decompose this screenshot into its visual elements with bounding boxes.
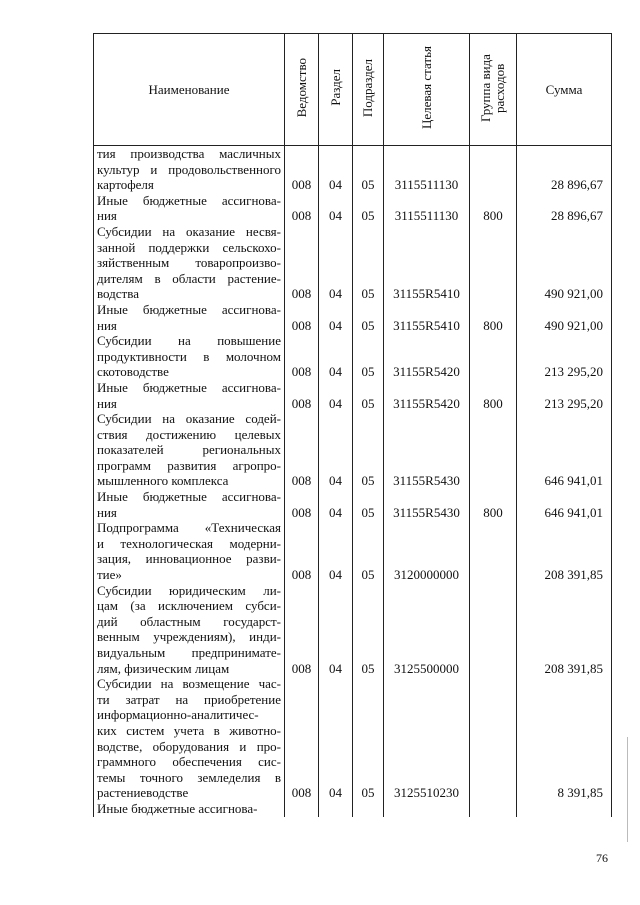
- cell-subsection: 05: [353, 193, 384, 224]
- cell-subsection: 05: [353, 224, 384, 302]
- name-line: Иные бюджетные ассигнова-: [97, 489, 281, 505]
- cell-amount: 8 391,85: [517, 676, 612, 801]
- cell-target: 3125500000: [384, 583, 470, 677]
- cell-section: 04: [319, 489, 353, 520]
- cell-dept: 008: [285, 676, 319, 801]
- cell-subsection: 05: [353, 520, 384, 582]
- cell-section: 04: [319, 380, 353, 411]
- name-line: Субсидии на повышение: [97, 333, 281, 349]
- cell-expense-group: 800: [470, 489, 517, 520]
- cell-expense-group: [470, 676, 517, 801]
- cell-dept: 008: [285, 302, 319, 333]
- cell-expense-group: [470, 146, 517, 193]
- cell-expense-group: [470, 333, 517, 380]
- name-line: ствия достижению целевых: [97, 426, 281, 442]
- cell-expense-group: 800: [470, 193, 517, 224]
- name-line: граммного обеспечения сис-: [97, 754, 281, 770]
- cell-section: [319, 801, 353, 817]
- cell-name: [94, 302, 285, 333]
- table-row: [94, 146, 612, 193]
- name-line: Субсидии на возмещение час-: [97, 676, 281, 692]
- cell-amount: 646 941,01: [517, 489, 612, 520]
- cell-dept: 008: [285, 520, 319, 582]
- table-row: [94, 411, 612, 489]
- cell-dept: 008: [285, 583, 319, 677]
- name-line: Иные бюджетные ассигнова-: [97, 192, 281, 208]
- name-line: ния: [97, 504, 117, 520]
- name-line: ния: [97, 208, 117, 224]
- cell-target: 3115511130: [384, 146, 470, 193]
- cell-name: [94, 146, 285, 193]
- budget-table: [93, 33, 612, 817]
- cell-subsection: 05: [353, 489, 384, 520]
- cell-amount: 213 295,20: [517, 380, 612, 411]
- name-line: Подпрограмма «Техническая: [97, 520, 281, 536]
- name-line: венным учреждениям), инди-: [97, 629, 281, 645]
- name-line: программ развития агропро-: [97, 457, 281, 473]
- cell-section: 04: [319, 411, 353, 489]
- table-row: [94, 380, 612, 411]
- cell-dept: 008: [285, 333, 319, 380]
- name-line: Иные бюджетные ассигнова-: [97, 379, 281, 395]
- name-line: мышленного комплекса: [97, 473, 229, 489]
- table-row: [94, 520, 612, 582]
- table-body: [94, 146, 612, 817]
- table-row: [94, 676, 612, 801]
- cell-dept: 008: [285, 193, 319, 224]
- cell-target: 31155R5420: [384, 380, 470, 411]
- cell-expense-group: [470, 411, 517, 489]
- cell-name: [94, 333, 285, 380]
- cell-amount: 490 921,00: [517, 224, 612, 302]
- cell-name: [94, 193, 285, 224]
- name-line: тие»: [97, 567, 122, 583]
- cell-target: 3125510230: [384, 676, 470, 801]
- name-line: культур и продовольственного: [97, 161, 281, 177]
- name-line: растениеводстве: [97, 785, 189, 801]
- cell-dept: 008: [285, 146, 319, 193]
- name-line: водства: [97, 286, 139, 302]
- name-line: ти затрат на приобретение: [97, 691, 281, 707]
- cell-name: [94, 676, 285, 801]
- cell-amount: 28 896,67: [517, 146, 612, 193]
- cell-dept: 008: [285, 411, 319, 489]
- cell-name: [94, 224, 285, 302]
- cell-target: [384, 801, 470, 817]
- table-row: [94, 224, 612, 302]
- table-row: [94, 801, 612, 817]
- col-header-target: Целевая статья: [384, 34, 470, 146]
- cell-amount: [517, 801, 612, 817]
- cell-name: [94, 583, 285, 677]
- cell-target: 3120000000: [384, 520, 470, 582]
- name-line: продуктивности в молочном: [97, 348, 281, 364]
- table-row: [94, 489, 612, 520]
- cell-section: 04: [319, 676, 353, 801]
- name-line: темы точного земледелия в: [97, 769, 281, 785]
- cell-section: 04: [319, 193, 353, 224]
- name-line: Субсидии юридическим ли-: [97, 582, 281, 598]
- cell-name: [94, 520, 285, 582]
- name-line: тия производства масличных: [97, 146, 281, 161]
- name-line: Иные бюджетные ассигнова-: [97, 301, 281, 317]
- cell-amount: 213 295,20: [517, 333, 612, 380]
- cell-subsection: 05: [353, 676, 384, 801]
- col-header-section: Раздел: [319, 34, 353, 146]
- page-number: 76: [596, 851, 608, 865]
- name-line: Иные бюджетные ассигнова-: [97, 800, 258, 816]
- cell-amount: 208 391,85: [517, 583, 612, 677]
- cell-subsection: 05: [353, 583, 384, 677]
- name-line: занной поддержки сельскохо-: [97, 239, 281, 255]
- cell-name: [94, 801, 285, 817]
- col-header-name: Наименование: [94, 34, 285, 146]
- name-line: лям, физическим лицам: [97, 660, 230, 676]
- cell-subsection: 05: [353, 411, 384, 489]
- table-row: [94, 302, 612, 333]
- cell-section: 04: [319, 302, 353, 333]
- cell-target: 31155R5410: [384, 224, 470, 302]
- name-line: водстве, оборудования и про-: [97, 738, 281, 754]
- name-line: дий областным государст-: [97, 613, 281, 629]
- name-line: ких систем учета в животно-: [97, 722, 281, 738]
- cell-expense-group: [470, 520, 517, 582]
- cell-amount: 208 391,85: [517, 520, 612, 582]
- cell-target: 31155R5420: [384, 333, 470, 380]
- cell-target: 31155R5430: [384, 489, 470, 520]
- name-line: и технологическая модерни-: [97, 535, 281, 551]
- cell-expense-group: [470, 224, 517, 302]
- cell-dept: 008: [285, 224, 319, 302]
- cell-section: 04: [319, 146, 353, 193]
- cell-subsection: [353, 801, 384, 817]
- table-row: [94, 583, 612, 677]
- col-header-expense-group: Группа вида расходов: [470, 34, 517, 146]
- name-line: Субсидии на оказание несвя-: [97, 223, 281, 239]
- name-line: видуальным предпринимате-: [97, 645, 281, 660]
- cell-section: 04: [319, 224, 353, 302]
- table-row: [94, 333, 612, 380]
- cell-subsection: 05: [353, 333, 384, 380]
- cell-subsection: 05: [353, 146, 384, 193]
- cell-subsection: 05: [353, 302, 384, 333]
- cell-section: 04: [319, 333, 353, 380]
- name-line: зация, инновационное разви-: [97, 551, 281, 567]
- cell-dept: [285, 801, 319, 817]
- cell-amount: 646 941,01: [517, 411, 612, 489]
- name-line: информационно-аналитичес-: [97, 707, 259, 723]
- name-line: ния: [97, 395, 117, 411]
- col-header-dept: Ведомство: [285, 34, 319, 146]
- cell-target: 31155R5430: [384, 411, 470, 489]
- name-line: дителям в области растение-: [97, 270, 281, 286]
- cell-target: 3115511130: [384, 193, 470, 224]
- col-header-subsection: Подраздел: [353, 34, 384, 146]
- cell-expense-group: [470, 583, 517, 677]
- cell-subsection: 05: [353, 380, 384, 411]
- col-header-amount: Сумма: [517, 34, 612, 146]
- cell-target: 31155R5410: [384, 302, 470, 333]
- cell-expense-group: [470, 801, 517, 817]
- cell-name: [94, 380, 285, 411]
- name-line: цам (за исключением субси-: [97, 598, 281, 614]
- cell-expense-group: 800: [470, 380, 517, 411]
- table-header-row: [94, 34, 612, 146]
- table-row: [94, 193, 612, 224]
- cell-section: 04: [319, 520, 353, 582]
- cell-amount: 28 896,67: [517, 193, 612, 224]
- name-line: показателей региональных: [97, 442, 281, 458]
- name-line: ния: [97, 317, 117, 333]
- cell-dept: 008: [285, 489, 319, 520]
- name-line: картофеля: [97, 177, 154, 193]
- cell-section: 04: [319, 583, 353, 677]
- name-line: скотоводстве: [97, 364, 169, 380]
- cell-name: [94, 489, 285, 520]
- cell-expense-group: 800: [470, 302, 517, 333]
- cell-amount: 490 921,00: [517, 302, 612, 333]
- cell-name: [94, 411, 285, 489]
- name-line: зяйственным товаропроизво-: [97, 255, 281, 271]
- scan-margin-line: [627, 737, 628, 842]
- cell-dept: 008: [285, 380, 319, 411]
- name-line: Субсидии на оказание содей-: [97, 411, 281, 427]
